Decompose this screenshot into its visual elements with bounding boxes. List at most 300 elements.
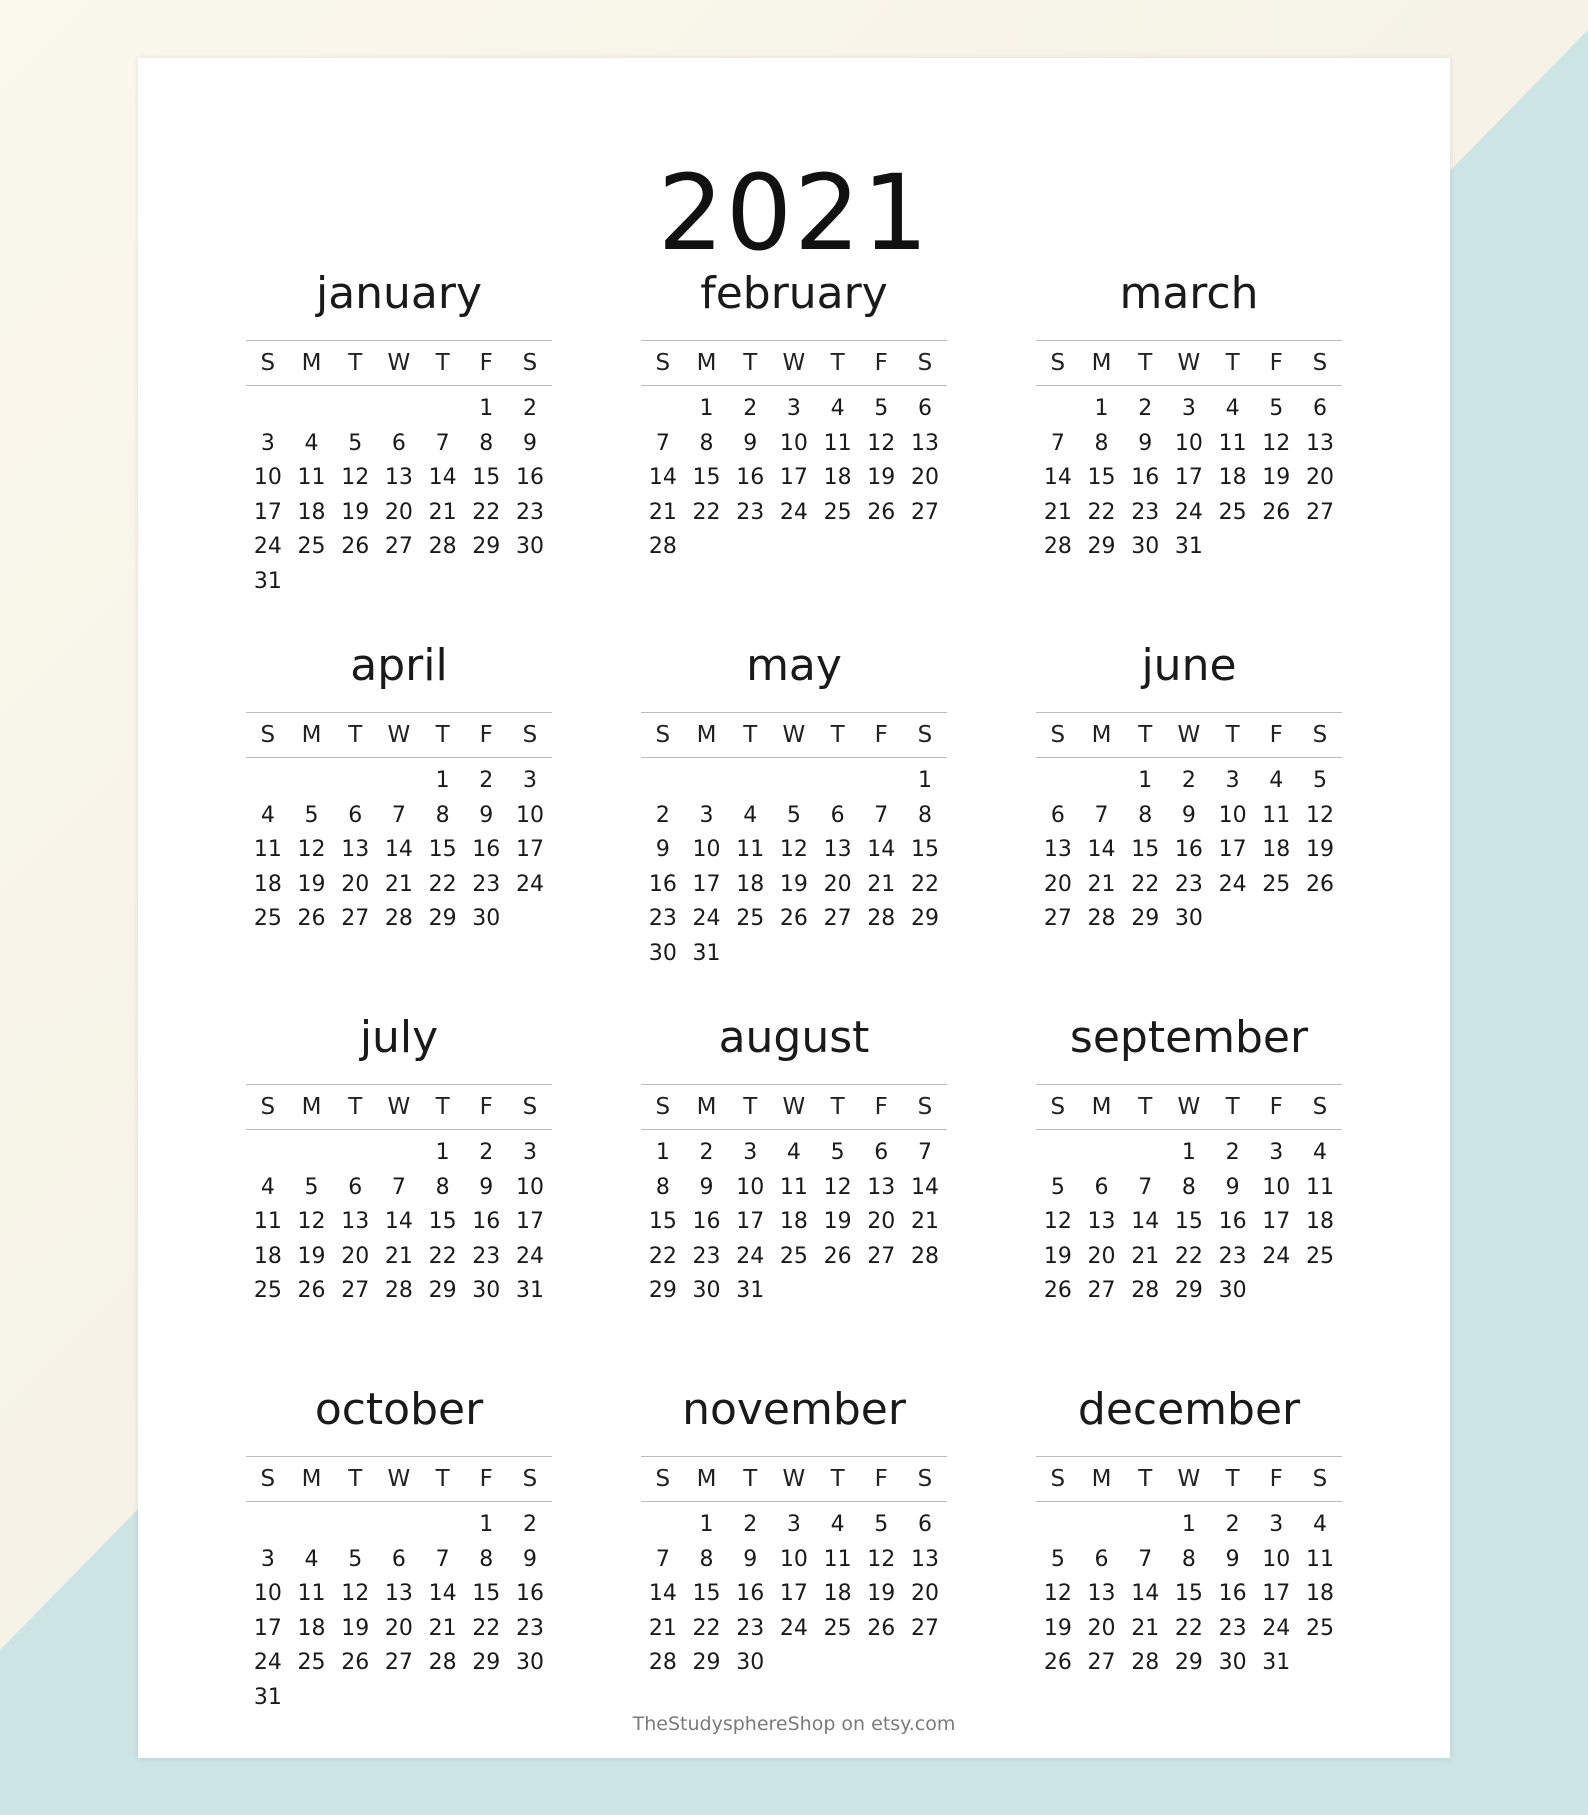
month-march bbox=[1036, 266, 1342, 565]
day-cell: 7 bbox=[391, 802, 406, 828]
day-cell: 26 bbox=[779, 906, 808, 932]
day-cell: 3 bbox=[743, 1140, 758, 1165]
weekday-label: M bbox=[1091, 1094, 1112, 1120]
weekday-header bbox=[1036, 712, 1342, 758]
weekday-label: M bbox=[301, 350, 322, 376]
weekday-label: W bbox=[782, 350, 806, 376]
day-cell: 5 bbox=[348, 430, 363, 456]
month-name: may bbox=[746, 640, 842, 691]
weekday-label: S bbox=[522, 1094, 538, 1120]
day-cell: 22 bbox=[692, 499, 721, 525]
empty-day-cell bbox=[290, 1508, 334, 1543]
day-cell: 5 bbox=[830, 1140, 845, 1165]
day-cell: 27 bbox=[1087, 1650, 1116, 1676]
weekday-header bbox=[246, 340, 552, 386]
day-cell: 23 bbox=[736, 499, 765, 525]
empty-day-cell bbox=[377, 1136, 421, 1171]
day-grid bbox=[246, 392, 552, 600]
weekday-label: F bbox=[479, 722, 493, 748]
day-cell: 19 bbox=[823, 1209, 852, 1235]
day-cell: 14 bbox=[428, 1581, 457, 1607]
day-cell: 22 bbox=[472, 1615, 501, 1641]
day-cell: 17 bbox=[253, 499, 282, 525]
day-cell: 12 bbox=[823, 1174, 852, 1200]
weekday-label: S bbox=[260, 722, 276, 748]
day-cell: 6 bbox=[391, 1546, 406, 1572]
day-cell: 11 bbox=[736, 837, 765, 863]
day-cell: 14 bbox=[428, 465, 457, 491]
month-july bbox=[246, 1010, 552, 1309]
weekday-label: F bbox=[874, 350, 888, 376]
day-cell: 22 bbox=[428, 1243, 457, 1269]
day-cell: 27 bbox=[823, 906, 852, 932]
day-cell: 15 bbox=[648, 1209, 677, 1235]
weekday-label: T bbox=[830, 350, 845, 376]
empty-day-cell bbox=[333, 1508, 377, 1543]
day-cell: 13 bbox=[341, 1209, 370, 1235]
day-cell: 3 bbox=[260, 430, 275, 456]
day-cell: 4 bbox=[260, 802, 275, 828]
day-cell: 1 bbox=[655, 1140, 670, 1165]
day-cell: 3 bbox=[522, 768, 537, 793]
day-cell: 29 bbox=[692, 1650, 721, 1676]
day-cell: 29 bbox=[472, 534, 501, 560]
day-cell: 2 bbox=[1225, 1140, 1240, 1165]
day-cell: 11 bbox=[297, 1581, 326, 1607]
day-cell: 23 bbox=[648, 906, 677, 932]
day-cell: 1 bbox=[435, 1140, 450, 1165]
weekday-label: T bbox=[1138, 1466, 1153, 1492]
day-cell: 17 bbox=[1218, 837, 1247, 863]
weekday-label: M bbox=[1091, 1466, 1112, 1492]
day-cell: 10 bbox=[692, 837, 721, 863]
day-cell: 18 bbox=[736, 871, 765, 897]
day-cell: 1 bbox=[479, 1512, 494, 1537]
month-name: march bbox=[1119, 268, 1259, 319]
day-cell: 11 bbox=[253, 837, 282, 863]
day-cell: 10 bbox=[1174, 430, 1203, 456]
day-cell: 12 bbox=[341, 1581, 370, 1607]
day-cell: 3 bbox=[1269, 1140, 1284, 1165]
day-cell: 17 bbox=[1174, 465, 1203, 491]
day-cell: 7 bbox=[917, 1140, 932, 1165]
day-cell: 10 bbox=[779, 1546, 808, 1572]
day-cell: 18 bbox=[779, 1209, 808, 1235]
day-cell: 22 bbox=[472, 499, 501, 525]
weekday-label: T bbox=[1138, 722, 1153, 748]
weekday-label: S bbox=[655, 1466, 671, 1492]
day-cell: 3 bbox=[786, 1512, 801, 1537]
day-cell: 7 bbox=[655, 430, 670, 456]
day-cell: 1 bbox=[699, 396, 714, 421]
day-cell: 26 bbox=[341, 1650, 370, 1676]
day-cell: 23 bbox=[515, 499, 544, 525]
day-cell: 12 bbox=[297, 1209, 326, 1235]
weekday-label: M bbox=[696, 1094, 717, 1120]
month-june bbox=[1036, 638, 1342, 937]
day-cell: 7 bbox=[435, 430, 450, 456]
day-cell: 24 bbox=[253, 1650, 282, 1676]
day-cell: 21 bbox=[648, 499, 677, 525]
day-cell: 24 bbox=[779, 1615, 808, 1641]
day-cell: 24 bbox=[736, 1243, 765, 1269]
month-december bbox=[1036, 1382, 1342, 1681]
empty-day-cell bbox=[290, 392, 334, 427]
weekday-header bbox=[246, 1084, 552, 1130]
day-cell: 13 bbox=[1305, 430, 1334, 456]
weekday-label: F bbox=[479, 1466, 493, 1492]
month-name: january bbox=[315, 268, 483, 319]
empty-day-cell bbox=[246, 764, 290, 799]
day-cell: 30 bbox=[692, 1278, 721, 1304]
day-cell: 6 bbox=[917, 1512, 932, 1537]
day-cell: 21 bbox=[384, 1243, 413, 1269]
day-cell: 15 bbox=[472, 465, 501, 491]
day-cell: 16 bbox=[1218, 1581, 1247, 1607]
empty-day-cell bbox=[685, 764, 729, 799]
month-grid bbox=[138, 58, 1450, 1758]
day-cell: 5 bbox=[874, 396, 889, 421]
weekday-header bbox=[641, 712, 947, 758]
day-cell: 20 bbox=[341, 1243, 370, 1269]
day-cell: 25 bbox=[1262, 871, 1291, 897]
day-cell: 9 bbox=[1225, 1174, 1240, 1200]
day-cell: 11 bbox=[253, 1209, 282, 1235]
weekday-header bbox=[1036, 1084, 1342, 1130]
day-cell: 20 bbox=[1043, 871, 1072, 897]
month-february bbox=[641, 266, 947, 565]
day-cell: 7 bbox=[874, 802, 889, 828]
day-cell: 1 bbox=[435, 768, 450, 793]
day-cell: 21 bbox=[428, 1615, 457, 1641]
day-cell: 25 bbox=[1305, 1243, 1334, 1269]
day-cell: 11 bbox=[1305, 1546, 1334, 1572]
day-cell: 2 bbox=[743, 396, 758, 421]
weekday-label: F bbox=[874, 722, 888, 748]
weekday-label: S bbox=[1312, 1094, 1328, 1120]
day-cell: 2 bbox=[699, 1140, 714, 1165]
day-cell: 16 bbox=[1218, 1209, 1247, 1235]
day-cell: 7 bbox=[655, 1546, 670, 1572]
day-cell: 6 bbox=[348, 1174, 363, 1200]
empty-day-cell bbox=[772, 764, 816, 799]
weekday-label: T bbox=[435, 1094, 450, 1120]
day-cell: 14 bbox=[384, 837, 413, 863]
day-cell: 28 bbox=[867, 906, 896, 932]
weekday-label: T bbox=[435, 1466, 450, 1492]
day-cell: 25 bbox=[297, 1650, 326, 1676]
day-cell: 12 bbox=[341, 465, 370, 491]
day-cell: 31 bbox=[736, 1278, 765, 1304]
day-cell: 30 bbox=[472, 1278, 501, 1304]
weekday-label: F bbox=[874, 1094, 888, 1120]
day-cell: 8 bbox=[435, 802, 450, 828]
day-cell: 11 bbox=[823, 1546, 852, 1572]
day-cell: 12 bbox=[1043, 1581, 1072, 1607]
day-cell: 30 bbox=[515, 534, 544, 560]
day-cell: 3 bbox=[1181, 396, 1196, 421]
day-cell: 30 bbox=[472, 906, 501, 932]
day-cell: 8 bbox=[699, 430, 714, 456]
day-grid bbox=[1036, 764, 1342, 937]
day-cell: 20 bbox=[1305, 465, 1334, 491]
day-cell: 4 bbox=[1269, 768, 1284, 793]
weekday-label: S bbox=[1050, 1466, 1066, 1492]
day-cell: 8 bbox=[479, 1546, 494, 1572]
day-cell: 29 bbox=[428, 906, 457, 932]
month-october bbox=[246, 1382, 552, 1716]
day-cell: 21 bbox=[1043, 499, 1072, 525]
day-cell: 25 bbox=[736, 906, 765, 932]
day-cell: 26 bbox=[823, 1243, 852, 1269]
month-name: september bbox=[1069, 1012, 1309, 1063]
day-cell: 21 bbox=[428, 499, 457, 525]
day-cell: 8 bbox=[917, 802, 932, 828]
weekday-label: W bbox=[1177, 350, 1201, 376]
day-cell: 22 bbox=[1174, 1243, 1203, 1269]
day-cell: 28 bbox=[1131, 1278, 1160, 1304]
day-cell: 27 bbox=[1305, 499, 1334, 525]
day-cell: 28 bbox=[428, 1650, 457, 1676]
day-cell: 5 bbox=[1050, 1546, 1065, 1572]
day-cell: 28 bbox=[384, 906, 413, 932]
day-cell: 14 bbox=[1131, 1581, 1160, 1607]
weekday-label: S bbox=[522, 350, 538, 376]
month-august bbox=[641, 1010, 947, 1309]
day-cell: 17 bbox=[779, 1581, 808, 1607]
day-cell: 10 bbox=[1262, 1546, 1291, 1572]
day-cell: 27 bbox=[1043, 906, 1072, 932]
day-cell: 26 bbox=[1262, 499, 1291, 525]
day-cell: 24 bbox=[515, 871, 544, 897]
day-cell: 13 bbox=[910, 1546, 939, 1572]
empty-day-cell bbox=[1080, 1136, 1124, 1171]
day-grid bbox=[641, 1136, 947, 1309]
day-cell: 14 bbox=[384, 1209, 413, 1235]
day-cell: 15 bbox=[428, 837, 457, 863]
weekday-label: S bbox=[1050, 350, 1066, 376]
day-cell: 18 bbox=[253, 1243, 282, 1269]
empty-day-cell bbox=[1036, 392, 1080, 427]
calendar-sheet bbox=[138, 58, 1450, 1758]
empty-day-cell bbox=[333, 764, 377, 799]
day-cell: 8 bbox=[699, 1546, 714, 1572]
day-cell: 9 bbox=[1138, 430, 1153, 456]
day-cell: 19 bbox=[341, 1615, 370, 1641]
empty-day-cell bbox=[641, 764, 685, 799]
day-cell: 26 bbox=[867, 1615, 896, 1641]
weekday-label: S bbox=[1312, 1466, 1328, 1492]
weekday-label: M bbox=[696, 350, 717, 376]
day-cell: 1 bbox=[1094, 396, 1109, 421]
day-cell: 7 bbox=[1050, 430, 1065, 456]
day-cell: 9 bbox=[479, 1174, 494, 1200]
day-cell: 12 bbox=[1262, 430, 1291, 456]
day-cell: 28 bbox=[910, 1243, 939, 1269]
day-cell: 28 bbox=[1087, 906, 1116, 932]
weekday-label: S bbox=[260, 350, 276, 376]
day-cell: 6 bbox=[874, 1140, 889, 1165]
day-cell: 15 bbox=[472, 1581, 501, 1607]
day-cell: 11 bbox=[1305, 1174, 1334, 1200]
day-cell: 22 bbox=[910, 871, 939, 897]
day-cell: 16 bbox=[736, 1581, 765, 1607]
day-cell: 1 bbox=[699, 1512, 714, 1537]
weekday-label: S bbox=[260, 1094, 276, 1120]
day-cell: 11 bbox=[779, 1174, 808, 1200]
day-cell: 9 bbox=[522, 430, 537, 456]
empty-day-cell bbox=[1036, 1508, 1080, 1543]
weekday-header bbox=[641, 1084, 947, 1130]
day-cell: 15 bbox=[1174, 1581, 1203, 1607]
empty-day-cell bbox=[421, 392, 465, 427]
day-cell: 25 bbox=[1305, 1615, 1334, 1641]
empty-day-cell bbox=[1036, 1136, 1080, 1171]
day-cell: 29 bbox=[1174, 1278, 1203, 1304]
day-cell: 22 bbox=[692, 1615, 721, 1641]
empty-day-cell bbox=[421, 1508, 465, 1543]
day-cell: 9 bbox=[1225, 1546, 1240, 1572]
day-cell: 2 bbox=[479, 1140, 494, 1165]
day-cell: 29 bbox=[472, 1650, 501, 1676]
weekday-header bbox=[1036, 340, 1342, 386]
day-cell: 25 bbox=[823, 1615, 852, 1641]
weekday-header bbox=[1036, 1456, 1342, 1502]
day-cell: 26 bbox=[867, 499, 896, 525]
day-cell: 7 bbox=[1138, 1546, 1153, 1572]
day-cell: 25 bbox=[1218, 499, 1247, 525]
day-cell: 8 bbox=[435, 1174, 450, 1200]
month-name: february bbox=[700, 268, 888, 319]
weekday-label: F bbox=[1269, 350, 1283, 376]
day-cell: 19 bbox=[1043, 1243, 1072, 1269]
weekday-label: W bbox=[387, 1094, 411, 1120]
day-cell: 10 bbox=[253, 465, 282, 491]
weekday-label: F bbox=[1269, 1094, 1283, 1120]
day-cell: 13 bbox=[384, 1581, 413, 1607]
month-april bbox=[246, 638, 552, 937]
day-cell: 9 bbox=[743, 430, 758, 456]
day-cell: 4 bbox=[260, 1174, 275, 1200]
day-cell: 22 bbox=[1174, 1615, 1203, 1641]
day-cell: 9 bbox=[479, 802, 494, 828]
day-cell: 29 bbox=[1087, 534, 1116, 560]
day-cell: 4 bbox=[743, 802, 758, 828]
day-cell: 6 bbox=[1094, 1174, 1109, 1200]
day-cell: 30 bbox=[1218, 1278, 1247, 1304]
day-cell: 30 bbox=[1174, 906, 1203, 932]
day-cell: 1 bbox=[1138, 768, 1153, 793]
weekday-label: T bbox=[348, 722, 363, 748]
day-cell: 21 bbox=[1131, 1615, 1160, 1641]
day-cell: 23 bbox=[1174, 871, 1203, 897]
empty-day-cell bbox=[246, 1136, 290, 1171]
day-cell: 21 bbox=[867, 871, 896, 897]
empty-day-cell bbox=[1080, 1508, 1124, 1543]
day-cell: 25 bbox=[823, 499, 852, 525]
month-name: april bbox=[350, 640, 448, 691]
weekday-label: T bbox=[1225, 1466, 1240, 1492]
day-cell: 6 bbox=[348, 802, 363, 828]
day-cell: 4 bbox=[1312, 1140, 1327, 1165]
day-cell: 31 bbox=[1174, 534, 1203, 560]
day-cell: 11 bbox=[1262, 802, 1291, 828]
month-name: july bbox=[359, 1012, 439, 1063]
weekday-label: T bbox=[743, 722, 758, 748]
day-cell: 17 bbox=[1262, 1209, 1291, 1235]
day-cell: 21 bbox=[910, 1209, 939, 1235]
day-grid bbox=[1036, 1136, 1342, 1309]
weekday-label: M bbox=[696, 1466, 717, 1492]
day-cell: 16 bbox=[472, 1209, 501, 1235]
month-name: december bbox=[1077, 1384, 1301, 1435]
day-cell: 8 bbox=[655, 1174, 670, 1200]
day-cell: 19 bbox=[1305, 837, 1334, 863]
day-cell: 29 bbox=[428, 1278, 457, 1304]
day-cell: 4 bbox=[1225, 396, 1240, 421]
year-title: 2021 bbox=[657, 152, 931, 274]
day-cell: 26 bbox=[1043, 1278, 1072, 1304]
day-cell: 1 bbox=[1181, 1512, 1196, 1537]
weekday-label: T bbox=[1225, 722, 1240, 748]
empty-day-cell bbox=[246, 392, 290, 427]
weekday-label: S bbox=[1050, 1094, 1066, 1120]
day-cell: 27 bbox=[910, 499, 939, 525]
day-cell: 15 bbox=[1087, 465, 1116, 491]
day-cell: 12 bbox=[1305, 802, 1334, 828]
day-cell: 20 bbox=[823, 871, 852, 897]
day-cell: 21 bbox=[384, 871, 413, 897]
day-cell: 20 bbox=[1087, 1615, 1116, 1641]
day-cell: 6 bbox=[830, 802, 845, 828]
day-cell: 23 bbox=[1218, 1615, 1247, 1641]
day-grid bbox=[1036, 392, 1342, 565]
weekday-label: S bbox=[260, 1466, 276, 1492]
day-cell: 31 bbox=[692, 940, 721, 966]
weekday-label: T bbox=[1138, 350, 1153, 376]
day-cell: 9 bbox=[522, 1546, 537, 1572]
day-cell: 26 bbox=[341, 534, 370, 560]
weekday-label: S bbox=[1050, 722, 1066, 748]
day-cell: 20 bbox=[1087, 1243, 1116, 1269]
weekday-label: M bbox=[1091, 350, 1112, 376]
day-cell: 28 bbox=[428, 534, 457, 560]
day-cell: 29 bbox=[1174, 1650, 1203, 1676]
day-cell: 20 bbox=[384, 499, 413, 525]
day-cell: 6 bbox=[1312, 396, 1327, 421]
day-cell: 27 bbox=[384, 534, 413, 560]
day-cell: 7 bbox=[1094, 802, 1109, 828]
day-cell: 20 bbox=[341, 871, 370, 897]
weekday-label: F bbox=[479, 350, 493, 376]
day-cell: 10 bbox=[1262, 1174, 1291, 1200]
day-cell: 14 bbox=[1043, 465, 1072, 491]
empty-day-cell bbox=[728, 764, 772, 799]
day-cell: 24 bbox=[779, 499, 808, 525]
day-cell: 23 bbox=[692, 1243, 721, 1269]
day-cell: 15 bbox=[1174, 1209, 1203, 1235]
weekday-label: S bbox=[917, 1466, 933, 1492]
day-cell: 26 bbox=[1043, 1650, 1072, 1676]
day-cell: 19 bbox=[341, 499, 370, 525]
day-cell: 15 bbox=[428, 1209, 457, 1235]
day-cell: 5 bbox=[304, 802, 319, 828]
day-cell: 1 bbox=[1181, 1140, 1196, 1165]
day-cell: 16 bbox=[515, 1581, 544, 1607]
weekday-header bbox=[246, 712, 552, 758]
day-cell: 18 bbox=[1305, 1209, 1334, 1235]
weekday-label: T bbox=[435, 722, 450, 748]
